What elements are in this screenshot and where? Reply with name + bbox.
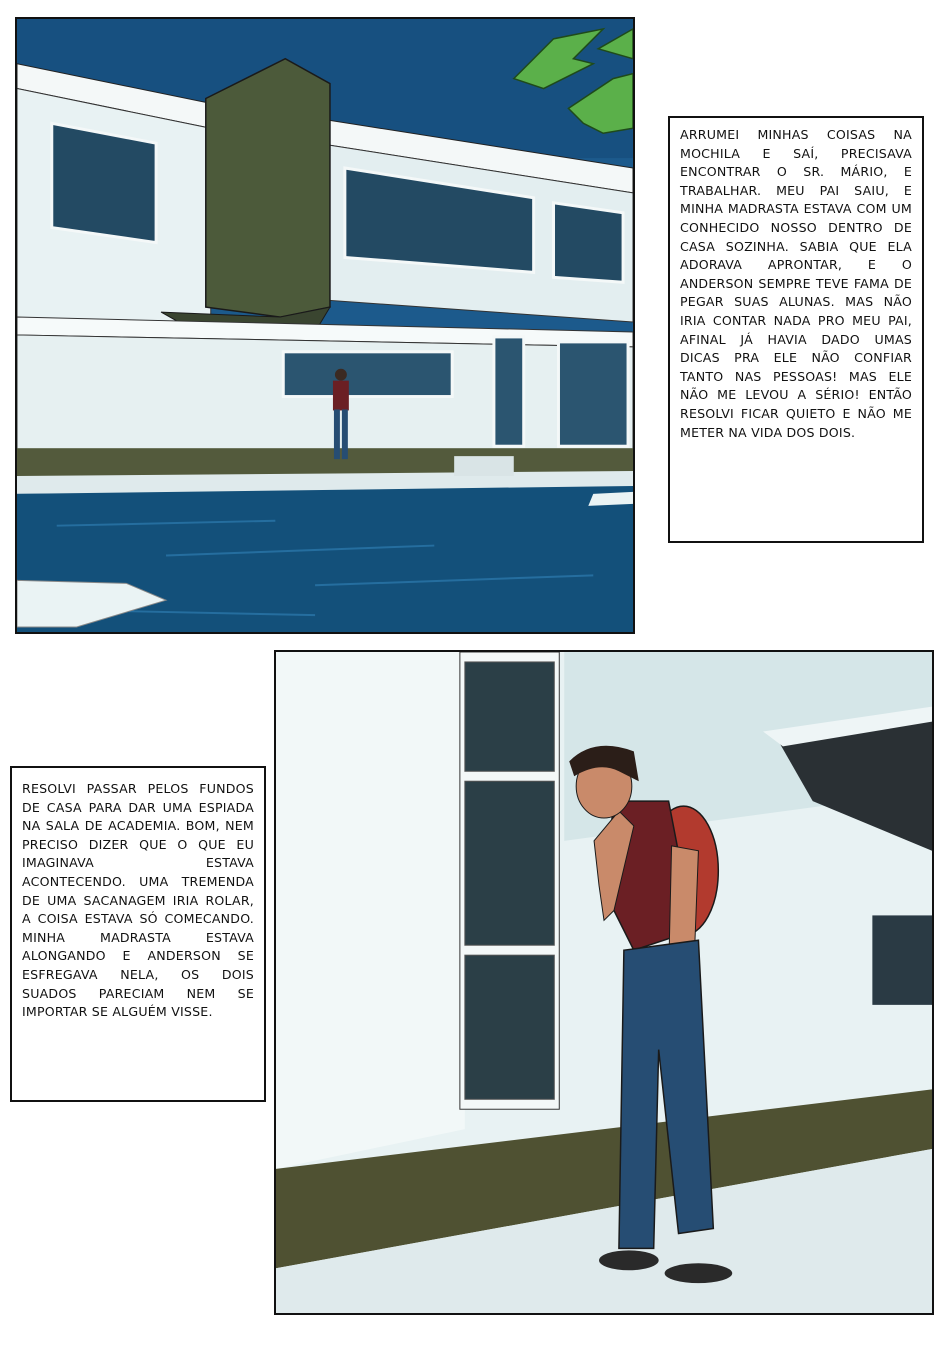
pool-house-illustration: [17, 19, 633, 632]
window-peek-illustration: [276, 652, 932, 1313]
narration-text-1: ARRUMEI MINHAS COISAS NA MOCHILA E SAÍ, PRECISAVA ENCONTRAR O SR. MÁRIO, E TRABALHAR. MEU PAI SAIU, E MINHA MADRASTA ESTAVA COM UM CONHECIDO NOSSO DENTRO DE CASA SOZINHA. SABIA QUE ELA ADORAVA APRONTAR, E O ANDERSON SEMPRE TEVE FAMA DE PEGAR SUAS ALUNAS. MAS NÃO IRIA CONTAR NADA PRO MEU PAI, AFINAL JÁ HAVIA DADO UMAS DICAS PRA ELE NÃO CONFIAR TANTO NAS PESSOAS! MAS ELE NÃO ME LEVOU A SÉRIO! ENTÃO RESOLVI FICAR QUIETO E NÃO ME METER NA VIDA DOS DOIS.: [680, 127, 912, 440]
comic-panel-2: [274, 650, 934, 1315]
narration-box-1: [668, 116, 924, 543]
comic-panel-1: [15, 17, 635, 634]
narration-box-2: [10, 766, 266, 1102]
narration-text-2: RESOLVI PASSAR PELOS FUNDOS DE CASA PARA DAR UMA ESPIADA NA SALA DE ACADEMIA. BOM, NEM PRECISO DIZER QUE O QUE EU IMAGINAVA ESTAVA ACONTECENDO. UMA TREMENDA DE UMA SACANAGEM IRIA ROLAR, A COISA ESTAVA SÓ COMECANDO. MINHA MADRASTA ESTAVA ALONGANDO E ANDERSON SE ESFREGAVA NELA, OS DOIS SUADOS PARECIAM NEM SE IMPORTAR SE ALGUÉM VISSE.: [22, 781, 254, 1020]
